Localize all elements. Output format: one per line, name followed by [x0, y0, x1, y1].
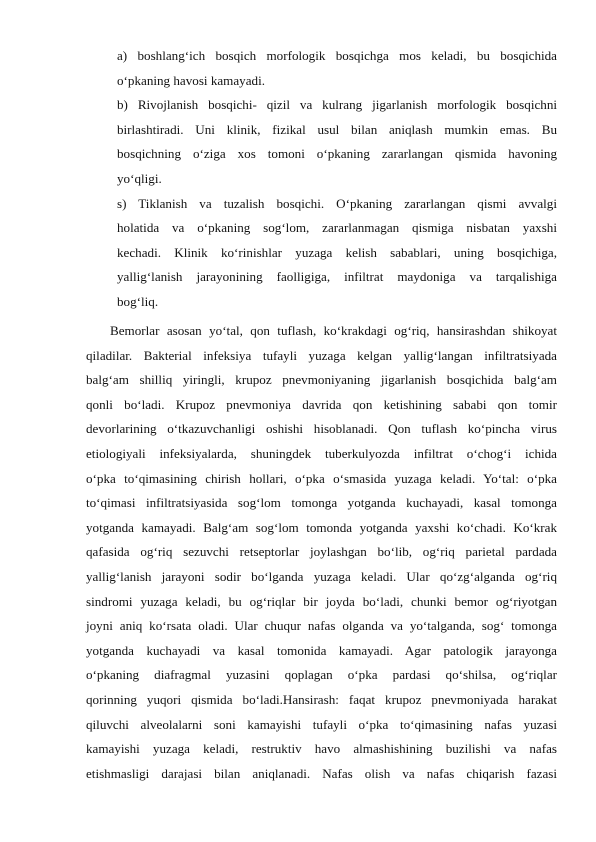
list-item-s — [117, 192, 557, 315]
paragraph-line-19: etishmasligi darajasi bilan aniqlanadi. Nafas olish va nafas chiqarish fazasi — [86, 765, 557, 781]
paragraph-line-15: o‘pkaning diafragmal yuzasini qoplagan o‘pka pardasi qo‘shilsa, og‘riqlar — [86, 667, 557, 683]
list-item-b — [117, 93, 557, 191]
paragraph-line-16: qorinning yuqori qismida bo‘ladi.Hansirash: faqat krupoz pnevmoniyada harakat — [86, 691, 557, 707]
paragraph-line-10: qafasida og‘riq sezuvchi retseptorlar joylashgan bo‘lib, og‘riq parietal pardada — [86, 544, 557, 560]
list-item-b-line-1: b) Rivojlanish bosqichi- qizil va kulrang jigarlanish morfologik bosqichni — [117, 97, 557, 113]
paragraph-line-13: joyni aniq ko‘rsata oladi. Ular chuqur nafas olganda va yo‘talganda, sog‘ tomonga — [86, 618, 557, 634]
paragraph-line-9: yotganda kamayadi. Balg‘am sog‘lom tomonda yotganda yaxshi ko‘chadi. Ko‘krak — [86, 519, 557, 535]
paragraph-line-11: yallig‘lanish jarayoni sodir bo‘lganda yuzaga keladi. Ular qo‘zg‘alganda og‘riq — [86, 568, 557, 584]
list-item-s-line-4: yallig‘lanish jarayonining faolligiga, infiltrat maydoniga va tarqalishiga — [117, 269, 557, 285]
paragraph-line-5: devorlarining o‘tkazuvchanligi oshishi hisoblanadi. Qon tuflash ko‘pincha virus — [86, 421, 557, 437]
list-item-s-line-3: kechadi. Klinik ko‘rinishlar yuzaga kelish sabablari, uning bosqichiga, — [117, 244, 557, 260]
stage-list — [117, 44, 557, 315]
paragraph-line-4: qonli bo‘ladi. Krupoz pnevmoniya davrida qon ketishining sababi qon tomir — [86, 396, 557, 412]
list-item-a — [117, 44, 557, 93]
paragraph-line-2: qiladilar. Bakterial infeksiya tufayli yuzaga kelgan yallig‘langan infiltratsiyada — [86, 347, 557, 363]
paragraph-line-14: yotganda kuchayadi va kasal tomonida kamayadi. Agar patologik jarayonga — [86, 642, 557, 658]
list-item-a-line-2: o‘pkaning havosi kamayadi. — [117, 72, 265, 88]
paragraph-line-7: o‘pka to‘qimasining chirish hollari, o‘pka o‘smasida yuzaga keladi. Yo‘tal: o‘pka — [86, 470, 557, 486]
list-item-b-line-4: yo‘qligi. — [117, 170, 162, 186]
paragraph-line-18: kamayishi yuzaga keladi, restruktiv havo almashishining buzilishi va nafas — [86, 741, 557, 757]
paragraph-line-6: etiologiyali infeksiyalarda, shuningdek tuberkulyozda infiltrat o‘chog‘i ichida — [86, 445, 557, 461]
paragraph-line-17: qiluvchi alveolalarni soni kamayishi tufayli o‘pka to‘qimasining nafas yuzasi — [86, 716, 557, 732]
list-item-s-line-2: holatida va o‘pkaning sog‘lom, zararlanmagan qismiga nisbatan yaxshi — [117, 220, 557, 236]
paragraph-line-3: balg‘am shilliq yiringli, krupoz pnevmoniyaning jigarlanish bosqichida balg‘am — [86, 372, 557, 388]
paragraph-line-8: to‘qimasi infiltratsiyasida sog‘lom tomonga yotganda kuchayadi, kasal tomonga — [86, 495, 557, 511]
list-item-b-line-3: bosqichning o‘ziga xos tomoni o‘pkaning zararlangan qismida havoning — [117, 146, 557, 162]
list-item-s-line-1: s) Tiklanish va tuzalish bosqichi. O‘pkaning zararlangan qismi avvalgi — [117, 195, 557, 211]
symptoms-paragraph — [86, 319, 557, 786]
paragraph-line-12: sindromi yuzaga keladi, bu og‘riqlar bir joyda bo‘ladi, chunki bemor og‘riyotgan — [86, 593, 557, 609]
paragraph-line-1: Bemorlar asosan yo‘tal, qon tuflash, ko‘krakdagi og‘riq, hansirashdan shikoyat — [110, 323, 557, 338]
list-item-a-line-1: a) boshlang‘ich bosqich morfologik bosqichga mos keladi, bu bosqichida — [117, 48, 557, 63]
list-item-s-line-5: bog‘liq. — [117, 293, 159, 309]
list-item-b-line-2: birlashtiradi. Uni klinik, fizikal usul bilan aniqlash mumkin emas. Bu — [117, 121, 557, 137]
